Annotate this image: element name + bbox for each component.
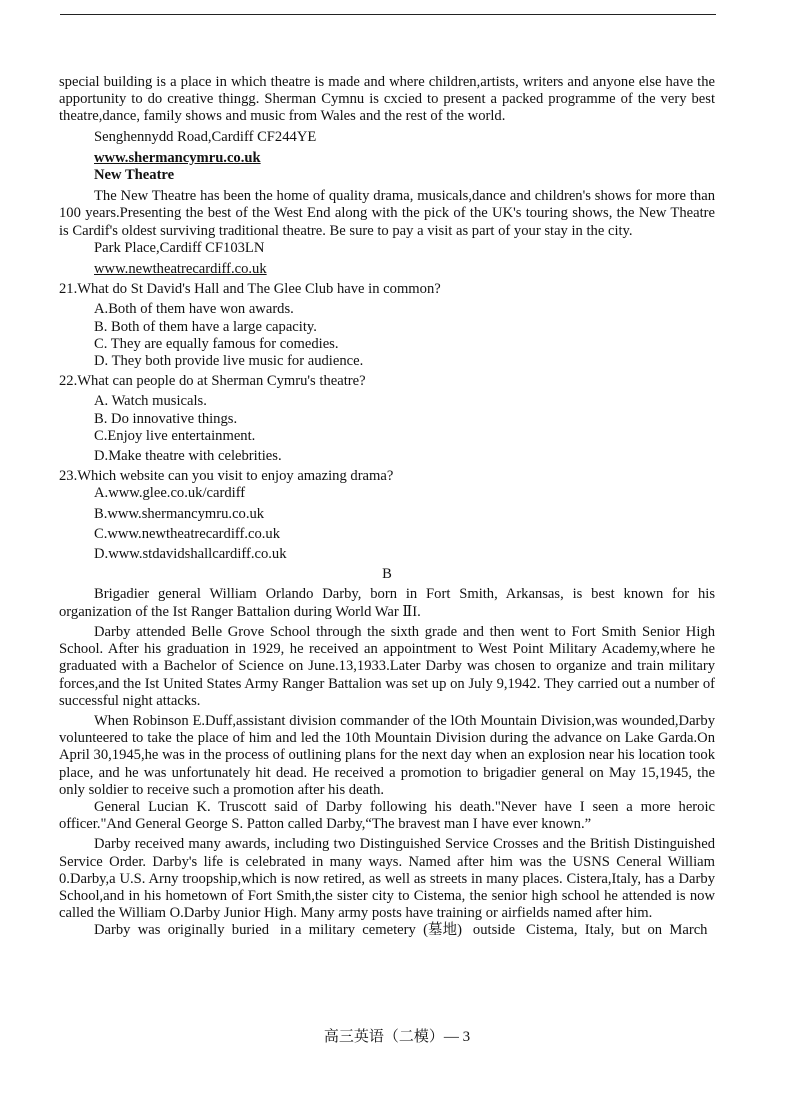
answer-option: B. Both of them have a large capacity. — [94, 318, 317, 335]
answer-option: C. They are equally famous for comedies. — [94, 335, 339, 352]
passage-b-paragraph-3: When Robinson E.Duff,assistant division commander of the lOth Mountain Division,was wounded,Darby volunteered to take the place of him and led the 10th Mountain Division during the advance on Lake Garda.On April 30,1945,he was in the process of outlining plans for the next day when an explosion near his location took place, and he was unfortunately hit dead. He received a promotion to brigadier general on May 15,1945, the only soldier to receive such a promotion after his death. — [59, 712, 715, 798]
question-23 — [59, 468, 715, 563]
new-theatre-title: New Theatre — [94, 167, 175, 184]
answer-option: C.www.newtheatrecardiff.co.uk — [94, 525, 280, 542]
question-stem: 22.What can people do at Sherman Cymru's theatre? — [59, 373, 366, 390]
passage-b-paragraph-2: Darby attended Belle Grove School through the sixth grade and then went to Fort Smith Senior High School. After his graduation in 1929, he received an appointment to West Point Military Academy,where he graduated with a Bachelor of Science on June.13,1933.Later Darby was chosen to organize and train military forces,and the Ist United States Army Ranger Battalion was set up on July 9,1942. They carried out a number of successful night attacks. — [59, 623, 715, 709]
answer-option: A.Both of them have won awards. — [94, 301, 294, 318]
passage-b-paragraph-1: Brigadier general William Orlando Darby, born in Fort Smith, Arkansas, is best known for his organization of the Ist Ranger Battalion during World War ⅡI. — [59, 586, 715, 620]
new-theatre-address: Park Place,Cardiff CF103LN — [94, 239, 265, 256]
passage-a-continued-paragraph: special building is a place in which theatre is made and where children,artists, writers and anyone else have the apportunity to do creative thingg. Sherman Cymnu is cxcied to present a packed programme of the very best theatre,dance, family shows and music from Wales and the rest of the world. — [59, 74, 715, 125]
answer-option: C.Enjoy live entertainment. — [94, 427, 256, 444]
passage-b-paragraph-5: Darby received many awards, including two Distinguished Service Crosses and the British Distinguished Service Order. Darby's life is celebrated in many ways. Named after him was the USNS Ceneral William 0.Darby,a U.S. Arny troopship,which is now retired, as well as streets in many places. Cistera,Italy, has a Darby School,and in his hometown of Fort Smith,the sister city to Cistema, the senior high school he attended is now called the William O.Darby Junior High. Many army posts have training or airfields named after him. — [59, 836, 715, 922]
sherman-url: www.shermancymru.co.uk — [94, 149, 261, 166]
answer-option: D.www.stdavidshallcardiff.co.uk — [94, 546, 287, 563]
new-theatre-url: www.newtheatrecardiff.co.uk — [94, 261, 267, 278]
page-footer: 高三英语（二模）— 3 — [323, 1029, 471, 1045]
answer-option: A.www.glee.co.uk/cardiff — [94, 485, 246, 502]
passage-b-paragraph-6: Darby was originally buried in a military cemetery (墓地) outside Cistema, Italy, but on March — [94, 922, 708, 939]
passage-b-heading: B — [382, 566, 392, 583]
sherman-address: Senghennydd Road,Cardiff CF244YE — [94, 128, 317, 145]
answer-option: D. They both provide live music for audience. — [94, 353, 364, 370]
new-theatre-paragraph: The New Theatre has been the home of quality drama, musicals,dance and children's shows for more than 100 years.Presenting the best of the West End along with the pick of the UK's touring shows, the New Theatre is Cardif's oldest surviving traditional theatre. Be sure to pay a visit as part of your stay in the city. — [59, 188, 715, 239]
question-21 — [59, 281, 715, 370]
question-stem: 23.Which website can you visit to enjoy amazing drama? — [59, 468, 394, 485]
header-rule — [60, 14, 716, 15]
answer-option: B.www.shermancymru.co.uk — [94, 505, 265, 522]
answer-option: A. Watch musicals. — [94, 393, 207, 410]
question-stem: 21.What do St David's Hall and The Glee Club have in common? — [59, 281, 441, 298]
page-content — [59, 74, 715, 940]
question-22 — [59, 373, 715, 465]
answer-option: B. Do innovative things. — [94, 410, 238, 427]
answer-option: D.Make theatre with celebrities. — [94, 448, 282, 465]
passage-b-paragraph-4: General Lucian K. Truscott said of Darby following his death."Never have I seen a more heroic officer."And General George S. Patton called Darby,“The bravest man I have ever known.” — [59, 798, 715, 833]
